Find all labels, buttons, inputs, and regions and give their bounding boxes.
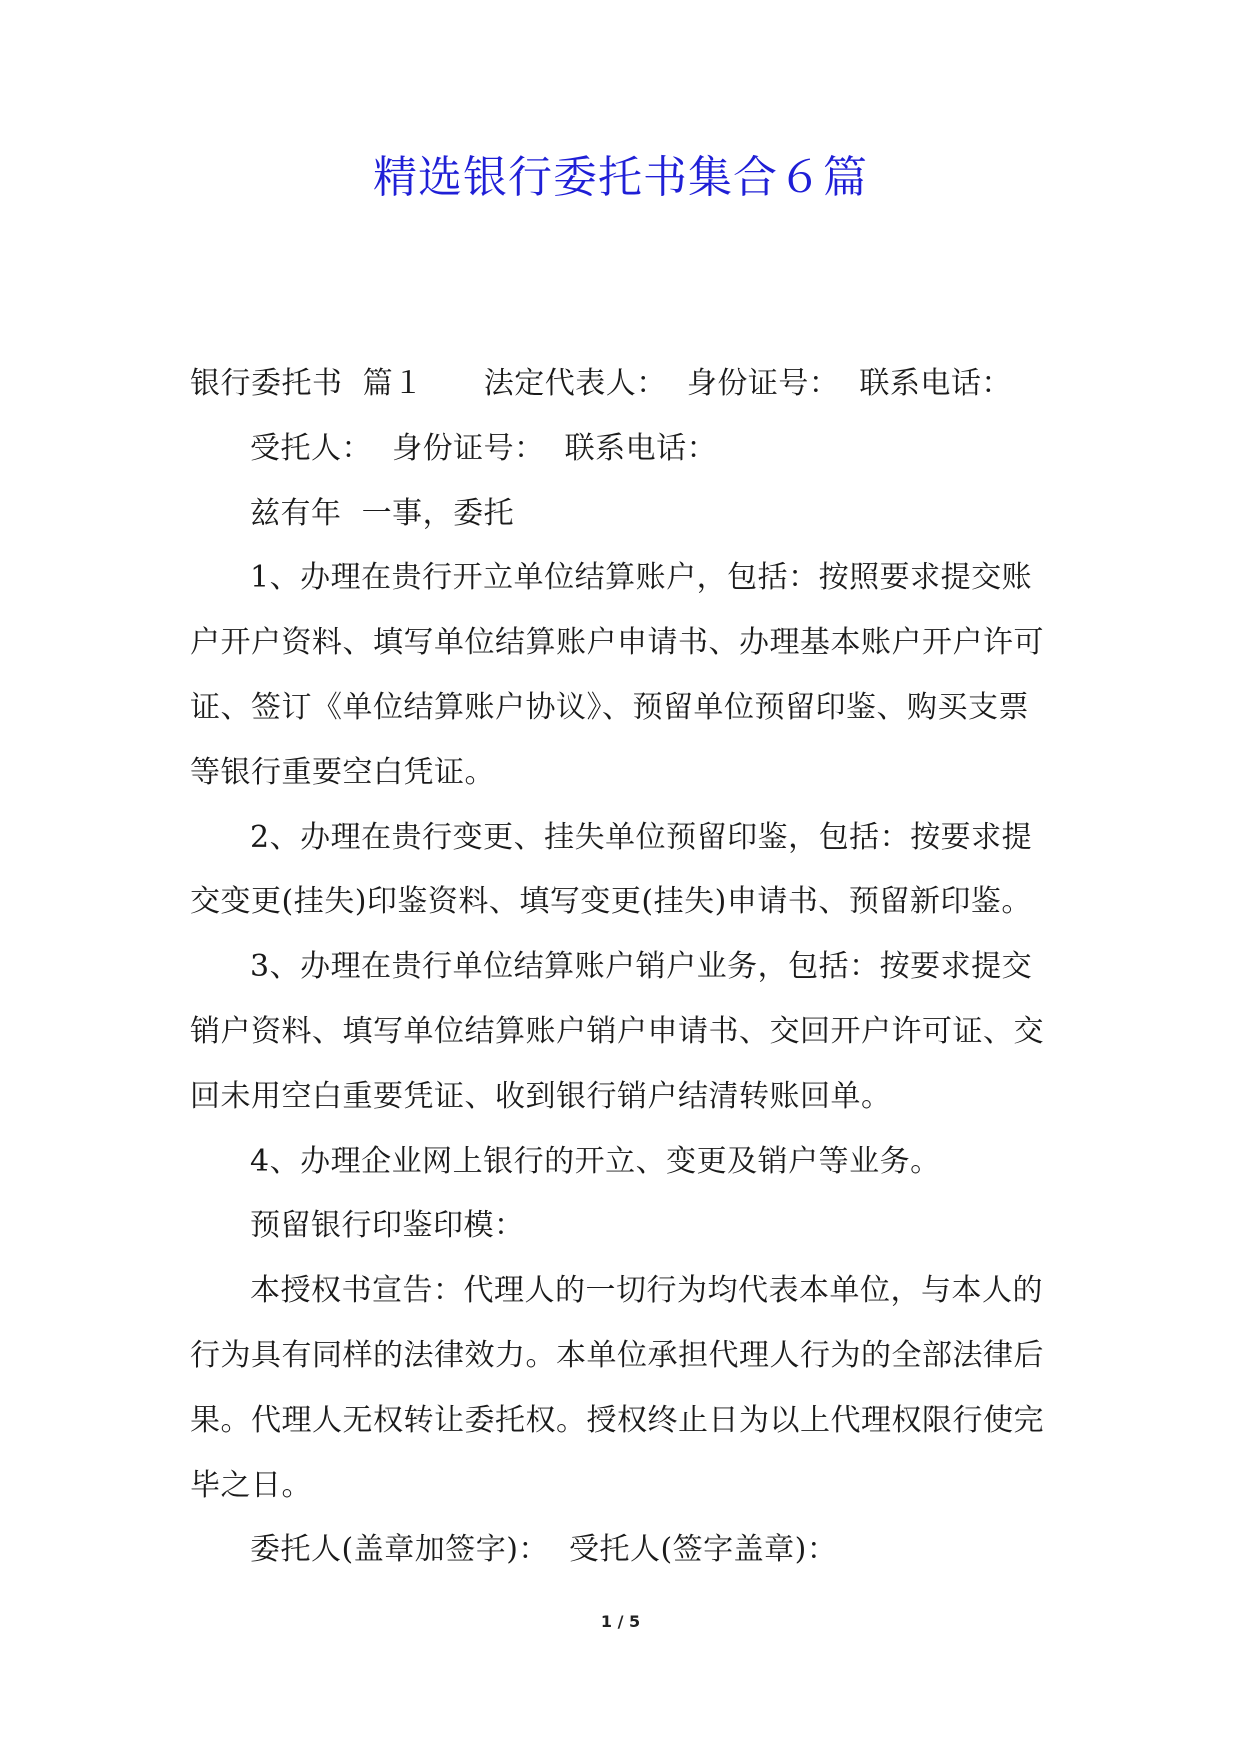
paragraph-entrust-line: 兹有年 一事，委托 [250,495,515,531]
paragraph-item-3: 3、办理在贵行单位结算账户销户业务，包括：按要求提交销户资料、填写单位结算账户销户申请书、交回开户许可证、交回未用空白重要凭证、收到银行销户结清转账回单。 [190,949,1044,1114]
paragraph-item-1: 1、办理在贵行开立单位结算账户，包括：按照要求提交账户开户资料、填写单位结算账户申请书、办理基本账户开户许可证、签订《单位结算账户协议》、预留单位预留印鉴、购买支票等银行重要空白凭证。 [190,560,1044,790]
paragraph-item-2: 2、办理在贵行变更、挂失单位预留印鉴，包括：按要求提交变更(挂失)印鉴资料、填写变更(挂失)申请书、预留新印鉴。 [190,819,1033,920]
page-number: 1 / 5 [600,1612,641,1631]
document-title: 精选银行委托书集合６篇 [373,152,868,203]
paragraph-trustee-line: 受托人： 身份证号： 联系电话： [250,430,718,466]
paragraph-seal-sample: 预留银行印鉴印模： [250,1208,525,1244]
paragraph-signature-line: 委托人(盖章加签字)： 受托人(签字盖章)： [250,1532,838,1568]
paragraph-header-line: 银行委托书 篇１ 法定代表人： 身份证号： 联系电话： [190,366,1012,401]
document-body [190,352,1058,1583]
paragraph-item-4: 4、办理企业网上银行的开立、变更及销户等业务。 [250,1143,941,1179]
paragraph-declaration: 本授权书宣告：代理人的一切行为均代表本单位，与本人的行为具有同样的法律效力。本单位承担代理人行为的全部法律后果。代理人无权转让委托权。授权终止日为以上代理权限行使完毕之日。 [190,1273,1044,1503]
